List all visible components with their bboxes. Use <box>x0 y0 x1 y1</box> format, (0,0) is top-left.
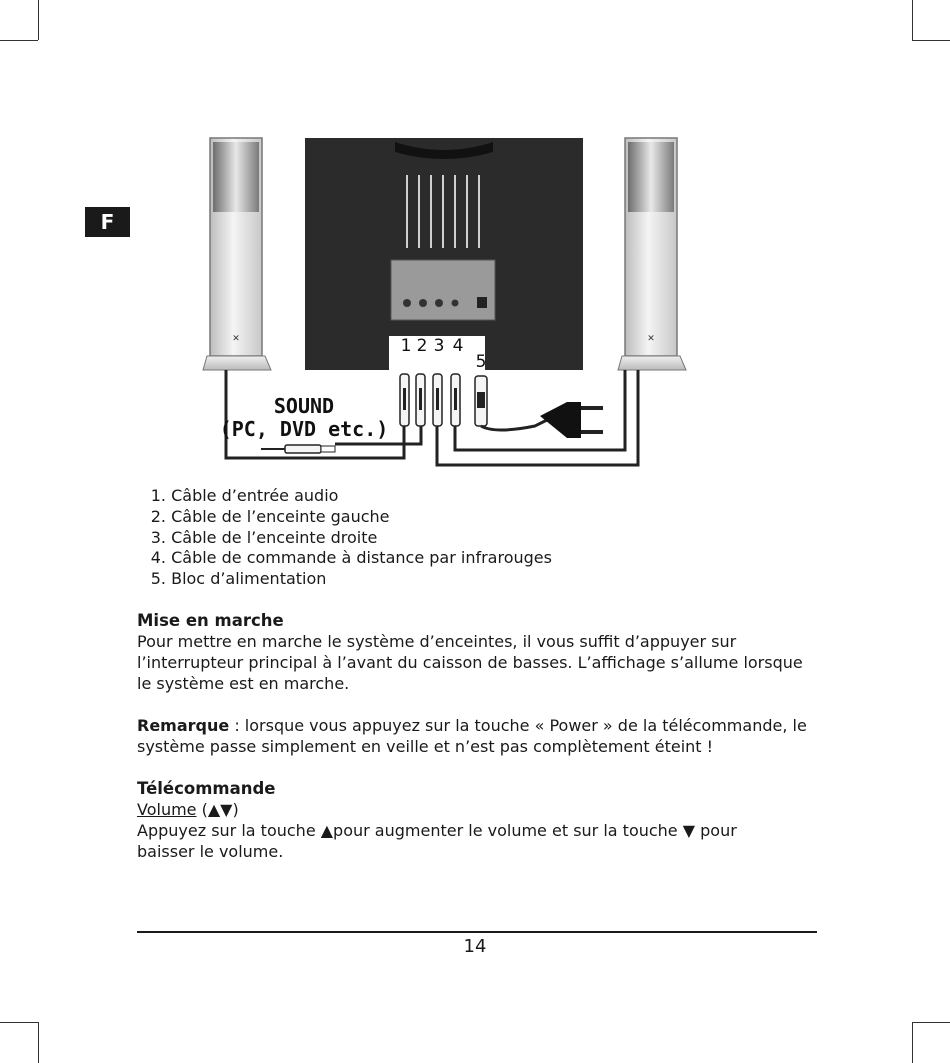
svg-text:✕: ✕ <box>647 334 655 344</box>
sound-sources-label: (PC, DVD etc.) <box>219 417 389 441</box>
crop-mark <box>912 1022 950 1023</box>
startup-line: Pour mettre en marche le système d’enceintes, il vous suffit d’appuyer sur <box>137 632 737 651</box>
list-item: 2. Câble de l’enceinte gauche <box>150 506 390 526</box>
crop-mark <box>38 0 39 40</box>
port-number-1: 1 <box>400 336 412 356</box>
list-item: 5. Bloc d’alimentation <box>150 569 327 589</box>
power-plug <box>540 402 603 438</box>
cable-plugs <box>400 374 487 426</box>
port-number-5: 5 <box>475 352 487 372</box>
connection-diagram <box>195 130 695 470</box>
crop-mark <box>912 1022 913 1063</box>
audio-jack <box>261 445 335 453</box>
remark-label: Remarque <box>137 716 230 735</box>
crop-mark <box>38 1022 39 1063</box>
port-number-2: 2 <box>416 336 428 356</box>
language-tab: F <box>85 207 130 237</box>
startup-line: le système est en marche. <box>137 674 350 693</box>
volume-subheading: Volume (▲▼) <box>137 800 239 819</box>
port-number-3: 3 <box>433 336 445 356</box>
crop-mark <box>912 0 913 40</box>
footer-rule <box>137 931 817 933</box>
list-item: 4. Câble de commande à distance par infrarouges <box>150 548 552 568</box>
crop-mark <box>0 40 38 41</box>
sound-label: SOUND <box>273 394 335 418</box>
list-item: 3. Câble de l’enceinte droite <box>150 527 378 547</box>
remote-line: baisser le volume. <box>137 842 284 861</box>
crop-mark <box>0 1022 38 1023</box>
crop-mark <box>912 40 950 41</box>
startup-heading: Mise en marche <box>137 611 284 630</box>
list-item: 1. Câble d’entrée audio <box>150 486 339 505</box>
svg-text:✕: ✕ <box>232 334 240 344</box>
remote-line: Appuyez sur la touche ▲pour augmenter le volume et sur la touche ▼ pour <box>137 821 737 840</box>
page-number: 14 <box>463 936 487 957</box>
connection-legend <box>140 486 552 590</box>
left-speaker <box>203 138 271 370</box>
remark-paragraph: Remarque : lorsque vous appuyez sur la touche « Power » de la télécommande, le <box>137 716 807 735</box>
startup-line: l’interrupteur principal à l’avant du caisson de basses. L’affichage s’allume lorsque <box>137 653 803 672</box>
manual-content <box>137 610 827 862</box>
right-speaker <box>618 138 686 370</box>
remark-line: système passe simplement en veille et n’est pas complètement éteint ! <box>137 737 714 756</box>
remote-heading: Télécommande <box>137 779 276 798</box>
port-number-4: 4 <box>452 336 464 356</box>
